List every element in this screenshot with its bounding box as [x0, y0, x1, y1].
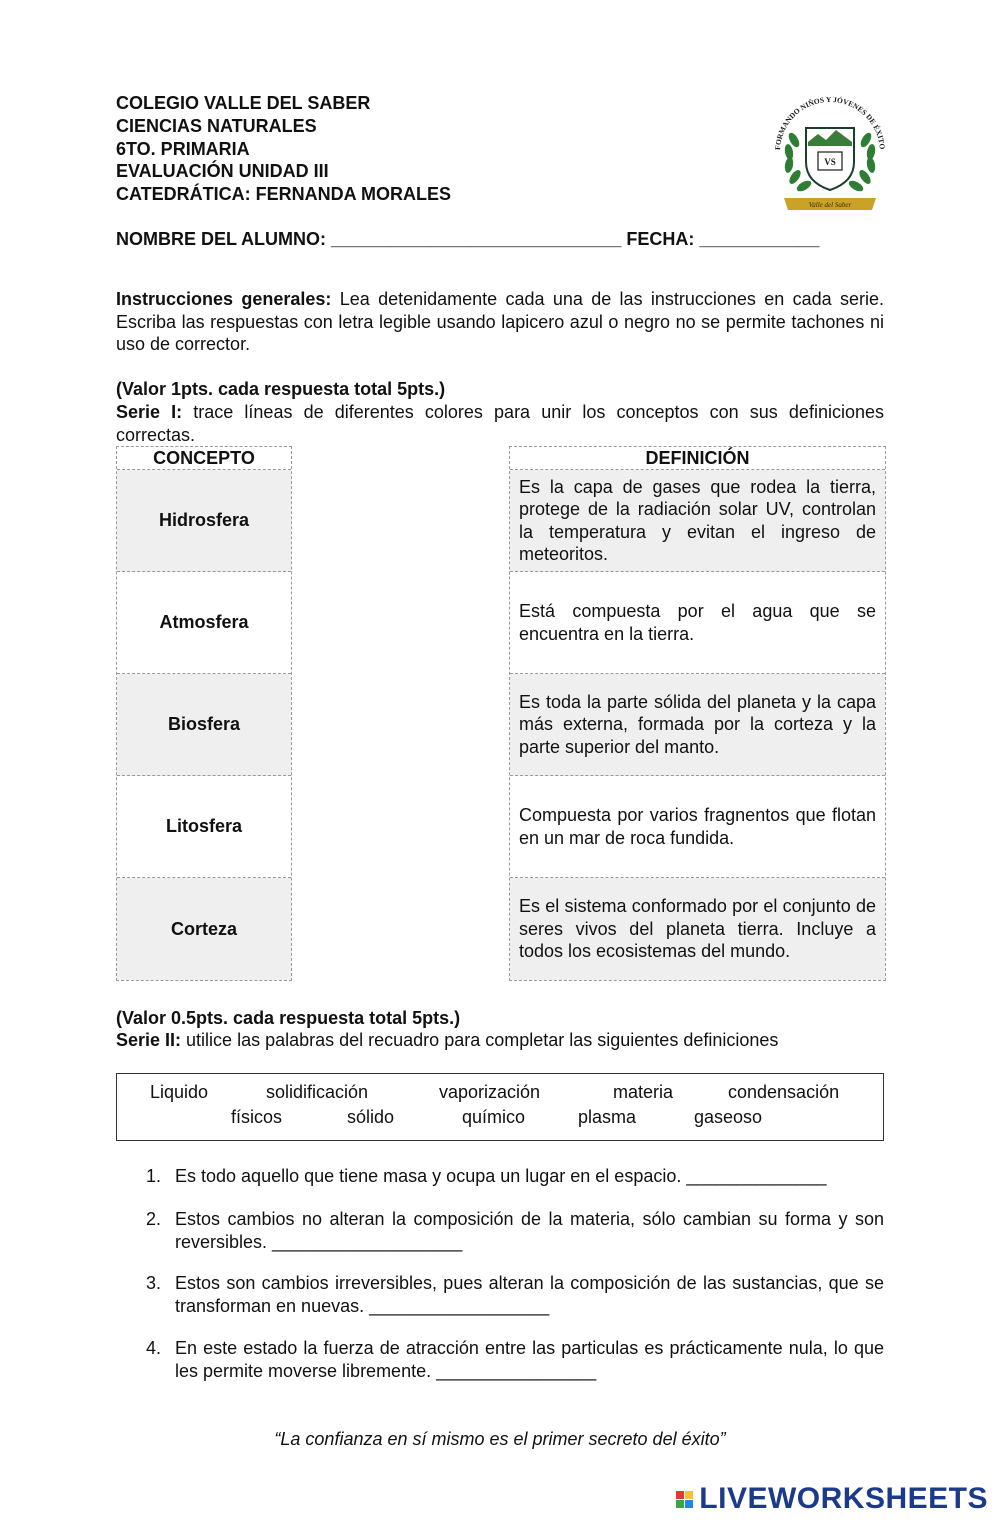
motivational-quote: “La confianza en sí mismo es el primer secreto del éxito”: [274, 1429, 726, 1449]
serie2-instructions: [116, 1029, 884, 1052]
question-text[interactable]: Es todo aquello que tiene masa y ocupa un lugar en el espacio. ______________: [175, 1166, 827, 1186]
concept-cell[interactable]: Atmosfera: [117, 572, 291, 674]
student-name-blank[interactable]: _____________________________: [331, 229, 622, 249]
definition-text: Es toda la parte sólida del planeta y la capa más externa, formada por la corteza y la parte superior del manto.: [519, 691, 876, 757]
subject-name: CIENCIAS NATURALES: [116, 115, 317, 136]
definition-header: DEFINICIÓN: [510, 447, 885, 470]
serie2-value: (Valor 0.5pts. cada respuesta total 5pts.): [116, 1008, 461, 1028]
definition-text: Está compuesta por el agua que se encuentra en la tierra.: [519, 601, 876, 644]
crest-monogram: VS: [824, 157, 836, 167]
question-number: 4.: [146, 1338, 162, 1358]
concept-cell[interactable]: Litosfera: [117, 776, 291, 878]
liveworksheets-logo[interactable]: [676, 1482, 988, 1515]
word-bank-word: químico: [462, 1107, 526, 1127]
serie2-text: utilice las palabras del recuadro para completar las siguientes definiciones: [186, 1030, 779, 1050]
brand-name: LIVEWORKSHEETS: [699, 1482, 988, 1515]
question-item: [146, 1337, 884, 1382]
definition-text: Es el sistema conformado por el conjunto de seres vivos del planeta tierra. Incluye a todos los ecosistemas del mundo.: [519, 896, 876, 962]
concept-cell[interactable]: Hidrosfera: [117, 470, 291, 572]
question-number: 2.: [146, 1209, 162, 1229]
concept-cell[interactable]: Biosfera: [117, 674, 291, 776]
definition-text: Es la capa de gases que rodea la tierra, protege de la radiación solar UV, controlan la temperatura y evitan el ingreso de meteoritos.: [519, 476, 876, 564]
definition-table: [509, 446, 886, 981]
crest-top-text: FORMANDO NIÑOS Y JÓVENES DE ÉXITO: [773, 94, 887, 151]
question-item: [146, 1208, 884, 1253]
serie1-text: trace líneas de diferentes colores para unir los conceptos con sus definiciones correctas.: [116, 402, 884, 445]
question-number: 1.: [146, 1166, 162, 1186]
school-name: COLEGIO VALLE DEL SABER: [116, 93, 371, 113]
word-bank-box: [116, 1073, 884, 1141]
serie1-instructions: [116, 401, 884, 446]
word-bank-word: plasma: [578, 1107, 637, 1127]
concept-header: CONCEPTO: [117, 447, 291, 470]
question-number: 3.: [146, 1273, 162, 1293]
instructions-label: Instrucciones generales:: [116, 289, 332, 309]
student-info-line: [116, 228, 884, 251]
evaluation-title: EVALUACIÓN UNIDAD III: [116, 161, 329, 182]
concept-table: [116, 446, 292, 981]
question-item: [146, 1165, 884, 1188]
instructions-text: Lea detenidamente cada una de las instrucciones en cada serie. Escriba las respuestas con letra legible usando lapicero azul o negro no se permite tachones ni uso de corrector.: [116, 289, 884, 354]
word-bank-word: solidificación: [266, 1082, 369, 1102]
word-bank-word: físicos: [231, 1107, 283, 1127]
definition-cell[interactable]: [510, 674, 885, 776]
word-bank-word: Liquido: [150, 1082, 209, 1102]
word-bank-word: materia: [613, 1082, 674, 1102]
liveworksheets-icon: [676, 1491, 693, 1508]
question-text[interactable]: Estos cambios no alteran la composición de la materia, sólo cambian su forma y son reversibles. ___________________: [175, 1209, 884, 1252]
concept-cell[interactable]: Corteza: [117, 878, 291, 980]
definition-cell[interactable]: [510, 572, 885, 674]
word-bank-word: sólido: [347, 1107, 395, 1127]
word-bank-word: vaporización: [439, 1082, 541, 1102]
school-header: [116, 92, 451, 206]
definition-cell[interactable]: [510, 470, 885, 572]
grade-level: 6TO. PRIMARIA: [116, 138, 250, 159]
serie1-value: (Valor 1pts. cada respuesta total 5pts.): [116, 379, 446, 399]
definition-cell[interactable]: [510, 776, 885, 878]
crest-banner-text: Valle del Saber: [808, 201, 852, 209]
student-name-label: NOMBRE DEL ALUMNO:: [116, 229, 326, 249]
word-bank-word: gaseoso: [694, 1107, 763, 1127]
school-crest-logo: [762, 90, 898, 216]
question-item: [146, 1272, 884, 1317]
date-label: FECHA:: [626, 229, 695, 249]
definition-text: Compuesta por varios fragnentos que flotan en un mar de roca fundida.: [519, 805, 876, 848]
date-blank[interactable]: ____________: [699, 229, 820, 249]
definition-cell[interactable]: [510, 878, 885, 980]
general-instructions: [116, 288, 884, 356]
serie1-label: Serie I:: [116, 402, 183, 422]
question-text[interactable]: Estos son cambios irreversibles, pues alteran la composición de las sustancias, que se transforman en nuevas. __________________: [175, 1273, 884, 1316]
question-text[interactable]: En este estado la fuerza de atracción entre las particulas es prácticamente nula, lo que les permite moverse libremente. ________________: [175, 1338, 884, 1381]
teacher-name: CATEDRÁTICA: FERNANDA MORALES: [116, 184, 451, 205]
word-bank-word: condensación: [728, 1082, 840, 1102]
serie2-label: Serie II:: [116, 1030, 182, 1050]
